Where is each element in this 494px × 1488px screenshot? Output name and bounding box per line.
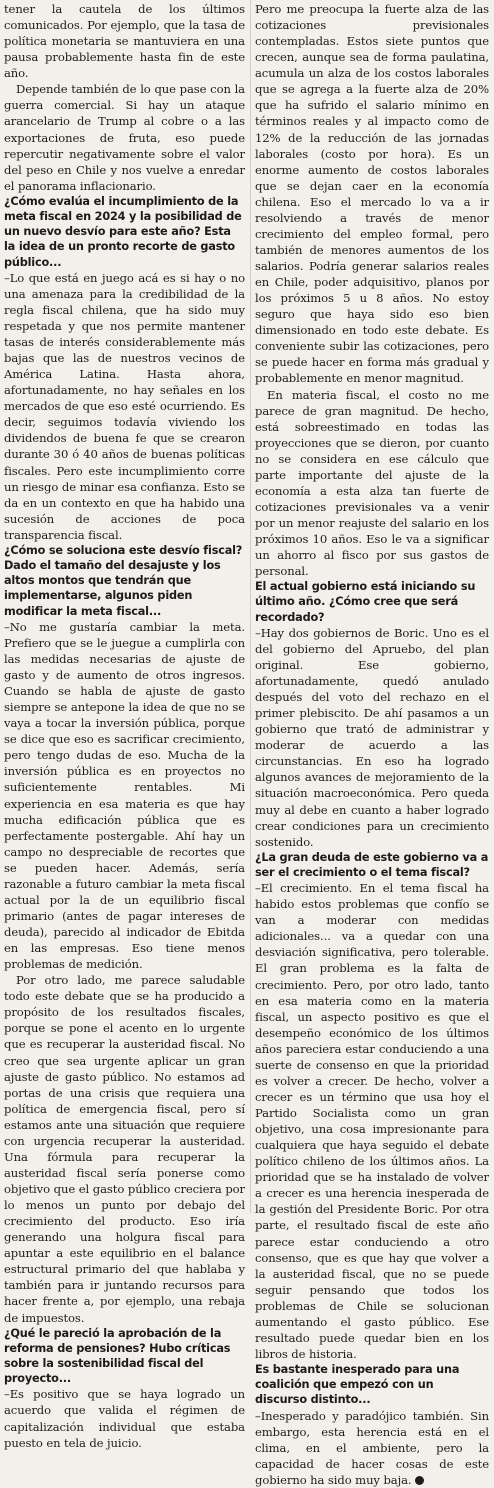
paragraph-text: –El crecimiento. En el tema fiscal ha habido estos problemas que confío se van a moderar con medidas adicionales... va a quedar con una desviación significativa, pero tolerable. El gran problema es la falta de crecimiento. Pero, por otro lado, tanto en esa materia como en la materia fiscal, un aspecto positivo es que el desempeño económico de los últimos años pareciera estar conduciendo a una suerte de consenso en que la prioridad es volver a crecer. De hecho, volver a crecer es un término que usa hoy el Partido Socialista como un gran objetivo, una cosa impresionante para cualquiera que haya seguido el debate político chileno de los últimos años. La prioridad que se ha instalado de volver a crecer es una herencia inesperada de la gestión del Presidente Boric. Por otra parte, el resultado fiscal de este año parece estar conduciendo a otro consenso, que es que hay que volver a la austeridad fiscal, que no se puede seguir pensando que todos los problemas de Chile se solucionan aumentando el gasto público. Ese resultado puede quedar bien en los libros de historia. <box>255 881 489 1361</box>
interview-question <box>4 543 245 619</box>
interview-question <box>255 579 489 625</box>
paragraph-text: –Lo que está en juego acá es si hay o no una amenaza para la credibilidad de la regla fiscal chilena, que ha sido muy respetada y que nos permite mantener tasas de interés considerablemente más bajas que las de nuestros vecinos de América Latina. Hasta ahora, afortunadamente, no hay señales en los mercados de que eso esté ocurriendo. Es decir, seguimos todavía viviendo los dividendos de buena fe que se crearon durante 30 ó 40 años de buenas políticas fiscales. Pero este incumplimiento corre un riesgo de minar esa confianza. Esto se da en un contexto en que ha habido una sucesión de acciones de poca transparencia fiscal. <box>4 270 245 542</box>
question-text: ¿Cómo evalúa el incumplimiento de la meta fiscal en 2024 y la posibilidad de un nuevo desvío para este año? Esta la idea de un pronto recorte de gasto público... <box>4 194 242 269</box>
body-paragraph <box>255 387 489 580</box>
paragraph-text: –Hay dos gobiernos de Boric. Uno es el del gobierno del Apruebo, del plan original. Ese gobierno, afortunadamente, quedó anulado después del voto del rechazo en el primer plebiscito. De ahí pasamos a un gobierno que trató de administrar y moderar de acuerdo a las circunstancias. En eso ha logrado algunos avances de mejoramiento de la situación macroeconómica. Pero queda muy al debe en cuanto a haber logrado crear condiciones para un crecimiento sostenido. <box>255 625 489 849</box>
body-paragraph <box>255 1 489 387</box>
interview-question <box>255 850 489 880</box>
left-column <box>4 1 245 1451</box>
question-text: ¿Cómo se soluciona este desvío fiscal? Dado el tamaño del desajuste y los altos montos que tendrán que implementarse, algunos piden modificar la meta fiscal... <box>4 543 243 618</box>
body-paragraph <box>4 619 245 972</box>
question-text: ¿Qué le pareció la aprobación de la reforma de pensiones? Hubo críticas sobre la sostenibilidad fiscal del proyecto... <box>4 1326 231 1386</box>
paragraph-text: –Inesperado y paradójico también. Sin embargo, esta herencia está en el clima, en el ambiente, pero la capacidad de hacer cosas de este gobierno ha sido muy baja. <box>255 1408 489 1487</box>
body-paragraph <box>255 1408 489 1488</box>
body-paragraph <box>4 972 245 1325</box>
paragraph-text: En materia fiscal, el costo no me parece de gran magnitud. De hecho, está sobreestimado en todas las proyecciones que se dieron, por cuanto no se considera en ese cálculo que parte importante del ajuste de la economía a esta alza tan fuerte de cotizaciones previsionales va a venir por un menor reajuste del salario en los próximos 10 años. Eso le va a significar un ahorro al fisco por sus gastos de personal. <box>255 387 489 579</box>
body-paragraph <box>255 625 489 850</box>
end-of-article-icon <box>415 1476 424 1485</box>
body-paragraph <box>4 270 245 543</box>
interview-question <box>255 1362 489 1408</box>
body-paragraph <box>4 1 245 81</box>
paragraph-text: –Es positivo que se haya logrado un acuerdo que valida el régimen de capitalización individual que estaba puesto en tela de juicio. <box>4 1387 245 1450</box>
paragraph-text: Pero me preocupa la fuerte alza de las cotizaciones previsionales contempladas. Estos siete puntos que crecen, aunque sea de forma paulatina, acumula un alza de los costos laborales que se agrega a la fuerte alza de 20% que ha sufrido el salario mínimo en términos reales y al impacto como de 12% de la reducción de las jornadas laborales (costo por hora). Es un enorme aumento de costos laborales que se dejan caer en la economía chilena. Eso el mercado lo va a ir resolviendo a través de menor crecimiento del empleo formal, pero también de menores aumentos de los salarios. Podría generar salarios reales en Chile, poder adquisitivo, planos por los próximos 5 u 8 años. No estoy seguro que haya sido eso bien dimensionado en todo este debate. Es conveniente subir las cotizaciones, pero se puede hacer en forma más gradual y probablemente en menor magnitud. <box>255 2 489 386</box>
question-text: El actual gobierno está iniciando su último año. ¿Cómo cree que será recordado? <box>255 580 476 624</box>
body-paragraph <box>255 880 489 1362</box>
question-text: Es bastante inesperado para una coalición que empezó con un discurso distinto... <box>255 1363 460 1407</box>
body-paragraph <box>4 81 245 193</box>
paragraph-text: –No me gustaría cambiar la meta. Prefiero que se le juegue a cumplirla con las medidas necesarias de ajuste de gasto y de aumento de otros ingresos. Cuando se habla de ajuste de gasto siempre se antepone la idea de que no se vaya a tocar la inversión pública, porque se dice que eso es sacrificar crecimiento, pero tengo dudas de eso. Mucha de la inversión pública es en proyectos no suficientemente rentables. Mi experiencia en esa materia es que hay mucha edificación pública que es perfectamente postergable. Ahí hay un campo no despreciable de recortes que se pueden hacer. Además, sería razonable a futuro cambiar la meta fiscal actual por la de un equilibrio fiscal primario (antes de pagar intereses de deuda), parecido al indicador de Ebitda en las empresas. Eso tiene menos problemas de medición. <box>4 619 245 972</box>
paragraph-text: Depende también de lo que pase con la guerra comercial. Si hay un ataque arancelario de Trump al cobre o a las exportaciones de fruta, eso puede repercutir negativamente sobre el valor del peso en Chile y nos vuelve a enredar el panorama inflacionario. <box>4 82 245 193</box>
right-column <box>255 1 489 1488</box>
body-paragraph <box>4 1386 245 1450</box>
paragraph-text: tener la cautela de los últimos comunicados. Por ejemplo, que la tasa de política monetaria se mantuviera en una pausa probablemente hasta fin de este año. <box>4 2 245 81</box>
paragraph-text: Por otro lado, me parece saludable todo este debate que se ha producido a propósito de los resultados fiscales, porque se pone el acento en lo urgente que es recuperar la austeridad fiscal. No creo que sea urgente aplicar un gran ajuste de gasto público. No estamos ad portas de una crisis que requiera una política de emergencia fiscal, pero sí estamos ante una situación que requiere con urgencia recuperar la austeridad. Una fórmula para recuperar la austeridad fiscal sería ponerse como objetivo que el gasto público creciera por lo menos un punto por debajo del crecimiento del producto. Eso iría generando una holgura fiscal para apuntar a este equilibrio en el balance estructural primario del que hablaba y también para ir juntando recursos para hacer frente a, por ejemplo, una rebaja de impuestos. <box>4 973 245 1325</box>
interview-question <box>4 1326 245 1387</box>
column-divider <box>250 0 251 1213</box>
question-text: ¿La gran deuda de este gobierno va a ser el crecimiento o el tema fiscal? <box>255 850 489 879</box>
interview-question <box>4 194 245 270</box>
